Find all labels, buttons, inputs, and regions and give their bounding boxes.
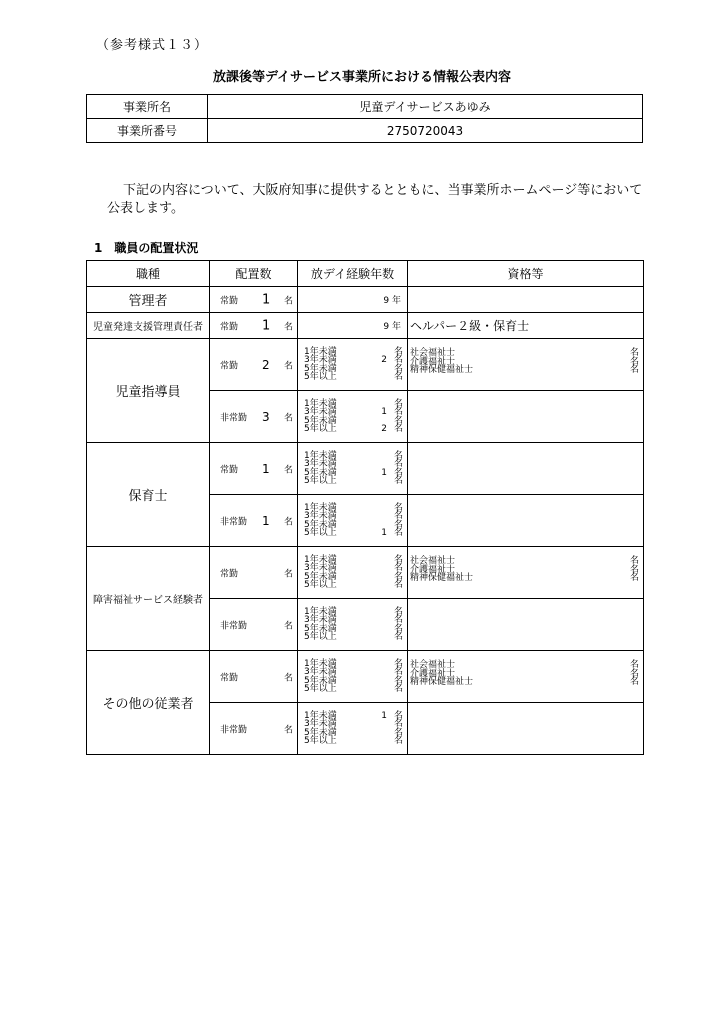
header-count: 配置数: [210, 261, 298, 287]
other-fulltime-row: [87, 651, 644, 703]
years-band-label: 5年以上: [304, 684, 337, 694]
welfare-fulltime-row: [87, 547, 644, 599]
years-band-label: 1年未満: [304, 502, 337, 513]
manager-years: [298, 287, 408, 313]
years-band-unit: 名: [393, 355, 403, 365]
qual-unit: 名: [629, 677, 639, 687]
years-row-y5p: [298, 477, 407, 486]
years-band-count: 2: [381, 424, 387, 434]
years-band-label: 1年未満: [304, 450, 337, 461]
office-number-value: 2750720043: [208, 119, 643, 143]
office-name-value: 児童デイサービスあゆみ: [208, 95, 643, 119]
years-band-count: 1: [381, 467, 387, 478]
years-band-unit: 名: [393, 415, 403, 426]
welfare-ft-qualification: [408, 547, 644, 599]
instructor-ft-qualification: [408, 339, 644, 391]
years-band-unit: 名: [393, 623, 403, 634]
years-band-count: 1: [381, 528, 387, 538]
years-band-unit: 名: [393, 450, 403, 461]
years-value: 9: [383, 296, 390, 306]
years-band-unit: 名: [393, 667, 403, 677]
years-band-label: 5年以上: [304, 632, 337, 642]
years-band-unit: 名: [393, 571, 403, 582]
years-band-unit: 名: [393, 563, 403, 573]
fulltime-label: 常勤: [220, 322, 239, 332]
count-unit: 名: [284, 725, 294, 735]
welfare-pt-years: [298, 599, 408, 651]
fulltime-label: 常勤: [220, 296, 239, 306]
years-row-y5p: [298, 373, 407, 382]
other-ft-years: [298, 651, 408, 703]
role-instructor: 児童指導員: [87, 339, 210, 443]
years-band-label: 1年未満: [304, 606, 337, 617]
fulltime-label: 常勤: [220, 465, 239, 475]
qual-label: 社会福祉士: [410, 348, 456, 358]
role-nursery: 保育士: [87, 443, 210, 547]
years-band-label: 3年未満: [304, 459, 337, 469]
qual-label: 介護福祉士: [410, 564, 456, 575]
nursery-ft-years: [298, 443, 408, 495]
years-band-unit: 名: [393, 580, 403, 590]
other-pt-count: [210, 703, 298, 755]
years-value: 9: [383, 322, 390, 332]
years-band-label: 3年未満: [304, 563, 337, 573]
parttime-label: 非常勤: [220, 413, 248, 423]
qual-unit: 名: [629, 573, 639, 583]
parttime-label: 非常勤: [220, 517, 248, 527]
instructor-fulltime-row: [87, 339, 644, 391]
years-band-label: 5年以上: [304, 372, 337, 382]
role-other: その他の従業者: [87, 651, 210, 755]
count-value: 1: [262, 461, 270, 476]
qual-unit: 名: [629, 348, 639, 358]
qual-unit: 名: [629, 660, 639, 670]
header-years: 放デイ経験年数: [298, 261, 408, 287]
qual-unit: 名: [629, 356, 639, 367]
qual-label: 社会福祉士: [410, 556, 456, 566]
office-info-table: [86, 94, 643, 143]
fulltime-label: 常勤: [220, 673, 239, 683]
qual-label: 精神保健福祉士: [410, 573, 474, 583]
role-supervisor: 児童発達支援管理責任者: [87, 313, 210, 339]
header-qualification: 資格等: [408, 261, 644, 287]
welfare-pt-qualification: [408, 599, 644, 651]
count-value: 1: [262, 292, 271, 307]
count-value: 1: [262, 318, 271, 333]
years-band-label: 5年以上: [304, 528, 337, 538]
years-band-count: 1: [381, 710, 387, 721]
years-band-label: 3年未満: [304, 615, 337, 625]
supervisor-row: [87, 313, 644, 339]
years-band-label: 1年未満: [304, 554, 337, 565]
manager-row: [87, 287, 644, 313]
instructor-ft-count: [210, 339, 298, 391]
years-band-label: 5年以上: [304, 736, 337, 746]
manager-qualification: [408, 287, 644, 313]
qual-label: 精神保健福祉士: [410, 365, 474, 375]
fulltime-label: 常勤: [220, 361, 239, 371]
years-band-unit: 名: [393, 615, 403, 625]
supervisor-count: [210, 313, 298, 339]
count-unit: 名: [284, 413, 294, 423]
years-band-label: 5年未満: [304, 675, 337, 686]
header-role: 職種: [87, 261, 210, 287]
years-band-count: 2: [381, 355, 387, 365]
form-label: （参考様式１３）: [96, 38, 209, 53]
years-band-unit: 名: [393, 424, 403, 434]
years-band-unit: 名: [393, 632, 403, 642]
years-band-label: 3年未満: [304, 355, 337, 365]
count-unit: 名: [284, 621, 294, 631]
welfare-ft-count: [210, 547, 298, 599]
qual-label: 介護福祉士: [410, 668, 456, 679]
welfare-pt-count: [210, 599, 298, 651]
count-unit: 名: [284, 517, 294, 527]
years-band-unit: 名: [393, 372, 403, 382]
years-row-y5p: [298, 529, 407, 538]
count-value: 1: [262, 513, 270, 528]
years-band-count: 1: [381, 407, 387, 417]
years-band-label: 5年未満: [304, 415, 337, 426]
instructor-pt-qualification: [408, 391, 644, 443]
years-band-label: 5年未満: [304, 623, 337, 634]
count-unit: 名: [284, 296, 294, 306]
years-band-unit: 名: [393, 519, 403, 530]
years-band-unit: 名: [393, 476, 403, 486]
years-band-unit: 名: [393, 511, 403, 521]
years-band-unit: 名: [393, 719, 403, 729]
parttime-label: 非常勤: [220, 725, 248, 735]
parttime-label: 非常勤: [220, 621, 248, 631]
years-row-y5p: [298, 425, 407, 434]
years-band-label: 5年未満: [304, 363, 337, 374]
years-band-label: 1年未満: [304, 346, 337, 357]
qual-label: 介護福祉士: [410, 356, 456, 367]
role-manager: 管理者: [87, 287, 210, 313]
years-band-unit: 名: [393, 502, 403, 513]
years-row-y5p: [298, 737, 407, 746]
years-band-label: 3年未満: [304, 407, 337, 417]
nursery-pt-count: [210, 495, 298, 547]
years-band-label: 5年未満: [304, 571, 337, 582]
years-band-label: 5年未満: [304, 467, 337, 478]
office-name-label: 事業所名: [87, 95, 208, 119]
years-band-label: 3年未満: [304, 719, 337, 729]
office-number-row: [87, 119, 643, 143]
years-band-unit: 名: [393, 459, 403, 469]
years-band-label: 1年未満: [304, 710, 337, 721]
nursery-pt-qualification: [408, 495, 644, 547]
section-title: 1 職員の配置状況: [94, 241, 199, 255]
years-band-label: 5年以上: [304, 424, 337, 434]
instructor-ft-years: [298, 339, 408, 391]
years-band-unit: 名: [393, 606, 403, 617]
qual-label: 精神保健福祉士: [410, 677, 474, 687]
years-band-unit: 名: [393, 528, 403, 538]
document-title: 放課後等デイサービス事業所における情報公表内容: [212, 70, 512, 85]
years-band-label: 3年未満: [304, 511, 337, 521]
years-band-unit: 名: [393, 710, 403, 721]
manager-count: [210, 287, 298, 313]
years-band-label: 3年未満: [304, 667, 337, 677]
years-band-unit: 名: [393, 675, 403, 686]
other-pt-years: [298, 703, 408, 755]
instructor-pt-years: [298, 391, 408, 443]
years-band-unit: 名: [393, 736, 403, 746]
staff-table: [86, 260, 644, 755]
qual-unit: 名: [629, 668, 639, 679]
count-unit: 名: [284, 569, 294, 579]
qual-unit: 名: [629, 556, 639, 566]
qual-row: [408, 678, 643, 687]
other-pt-qualification: [408, 703, 644, 755]
supervisor-years: [298, 313, 408, 339]
years-band-label: 5年以上: [304, 580, 337, 590]
years-band-label: 5年以上: [304, 476, 337, 486]
supervisor-qualification: ヘルパー２級・保育士: [408, 313, 644, 339]
years-band-unit: 名: [393, 467, 403, 478]
welfare-ft-years: [298, 547, 408, 599]
fulltime-label: 常勤: [220, 569, 239, 579]
years-band-unit: 名: [393, 363, 403, 374]
years-row-y5p: [298, 633, 407, 642]
nursery-fulltime-row: [87, 443, 644, 495]
years-band-label: 5年未満: [304, 519, 337, 530]
other-ft-count: [210, 651, 298, 703]
staff-header-row: [87, 261, 644, 287]
office-number-label: 事業所番号: [87, 119, 208, 143]
other-ft-qualification: [408, 651, 644, 703]
years-row-y5p: [298, 685, 407, 694]
count-unit: 名: [284, 322, 294, 332]
office-name-row: [87, 95, 643, 119]
years-row-y5p: [298, 581, 407, 590]
years-band-unit: 名: [393, 407, 403, 417]
role-welfare: 障害福祉サービス経験者: [87, 547, 210, 651]
nursery-pt-years: [298, 495, 408, 547]
nursery-ft-count: [210, 443, 298, 495]
intro-text: 下記の内容について、大阪府知事に提供するとともに、当事業所ホームページ等において公表します。: [107, 183, 643, 216]
years-band-label: 1年未満: [304, 658, 337, 669]
years-band-label: 1年未満: [304, 398, 337, 409]
years-unit: 年: [391, 322, 401, 332]
count-unit: 名: [284, 361, 294, 371]
years-band-unit: 名: [393, 398, 403, 409]
count-value: 3: [262, 409, 270, 424]
count-unit: 名: [284, 465, 294, 475]
years-band-unit: 名: [393, 554, 403, 565]
years-band-unit: 名: [393, 684, 403, 694]
qual-unit: 名: [629, 365, 639, 375]
years-band-label: 5年未満: [304, 727, 337, 738]
qual-label: 社会福祉士: [410, 660, 456, 670]
count-value: 2: [262, 357, 270, 372]
years-band-unit: 名: [393, 346, 403, 357]
years-band-unit: 名: [393, 658, 403, 669]
instructor-pt-count: [210, 391, 298, 443]
years-band-unit: 名: [393, 727, 403, 738]
count-unit: 名: [284, 673, 294, 683]
nursery-ft-qualification: [408, 443, 644, 495]
qual-unit: 名: [629, 564, 639, 575]
qual-row: [408, 366, 643, 375]
years-unit: 年: [391, 296, 401, 306]
qual-row: [408, 574, 643, 583]
